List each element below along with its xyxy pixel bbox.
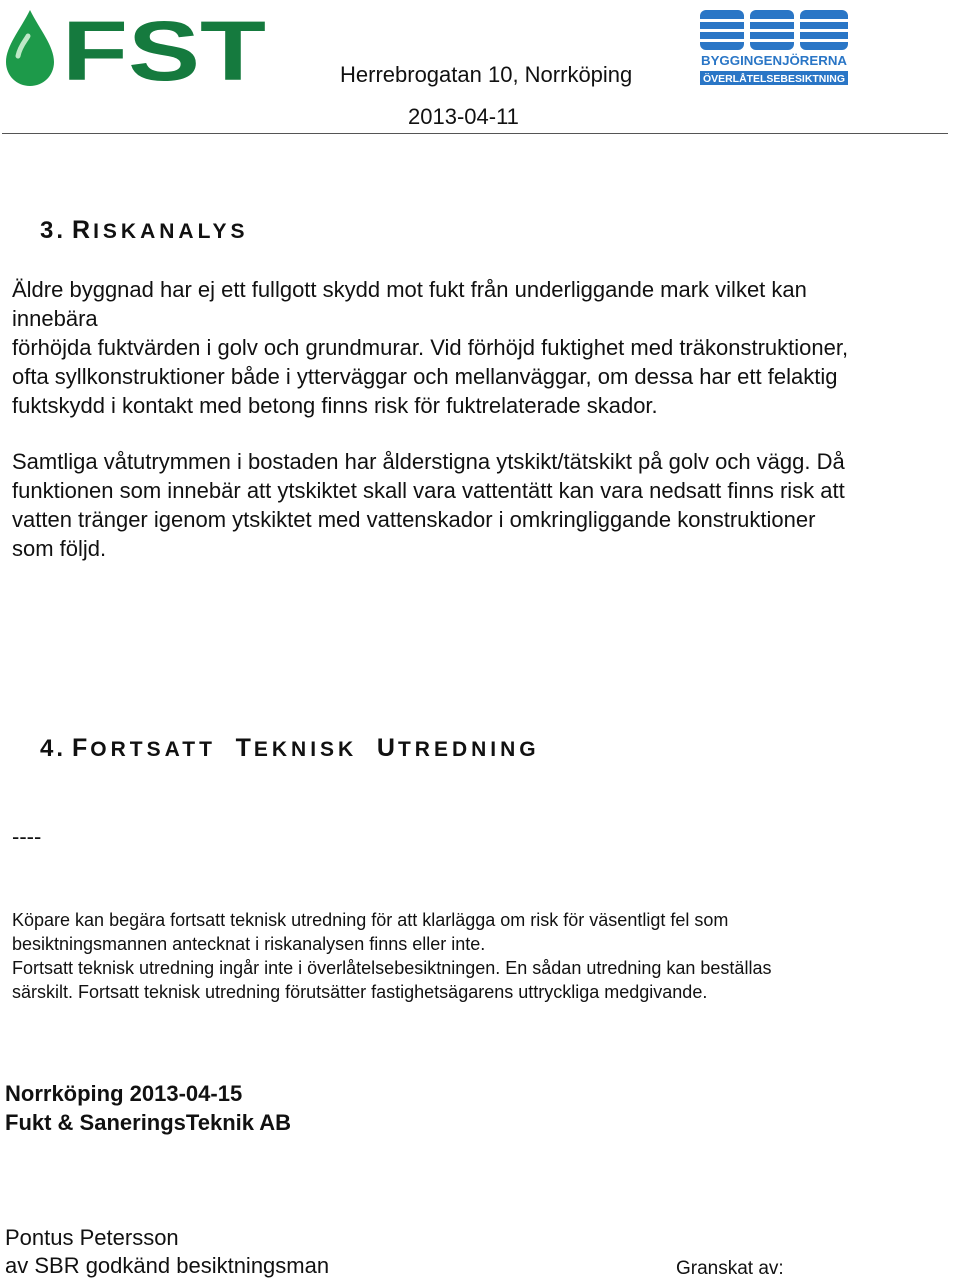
note-line: besiktningsmannen antecknat i riskanalysen finns eller inte. <box>12 934 486 954</box>
paragraph-line: som följd. <box>12 536 107 561</box>
header-date: 2013-04-11 <box>408 104 519 129</box>
paragraph-line: fuktskydd i kontakt med betong finns risk för fuktrelaterade skador. <box>12 393 658 418</box>
note-line: särskilt. Fortsatt teknisk utredning förutsätter fastighetsägarens uttryckliga medgivande. <box>12 982 708 1002</box>
paragraph-line: Äldre byggnad har ej ett fullgott skydd mot fukt från underliggande mark vilket kan <box>12 277 807 302</box>
investigation-note-2 <box>12 956 912 1004</box>
water-drop-icon <box>6 10 54 86</box>
section-4-title-word: TREDNING <box>397 738 540 761</box>
investigation-note-1 <box>12 908 912 956</box>
svg-text:FST: FST <box>62 6 266 86</box>
section-3-title-initial: R <box>72 216 94 244</box>
section-4-title-word: EKNISK <box>253 738 358 761</box>
signature-role: av SBR godkänd besiktningsman <box>5 1253 330 1278</box>
section-4-title-initial: T <box>235 734 254 762</box>
sbr-logo <box>698 8 850 86</box>
header-address: Herrebrogatan 10, Norrköping <box>340 62 633 87</box>
note-line: Fortsatt teknisk utredning ingår inte i överlåtelsebesiktningen. En sådan utredning kan beställas <box>12 958 772 978</box>
signature-company: Fukt & SaneringsTeknik AB <box>5 1110 292 1135</box>
investigation-placeholder: ---- <box>12 824 42 849</box>
risk-paragraph-2 <box>12 447 960 563</box>
signature-place-date: Norrköping 2013-04-15 <box>5 1081 243 1106</box>
paragraph-line: Samtliga våtutrymmen i bostaden har ålderstigna ytskikt/tätskikt på golv och vägg. Då <box>12 449 845 474</box>
paragraph-line: ofta syllkonstruktioner både i ytterväggar och mellanväggar, om dessa har ett felaktig <box>12 364 838 389</box>
paragraph-line: funktionen som innebär att ytskiktet skall vara vattentätt kan vara nedsatt finns risk att <box>12 478 845 503</box>
paragraph-line: innebära <box>12 306 98 331</box>
paragraph-line: förhöjda fuktvärden i golv och grundmurar. Vid förhöjd fuktighet med träkonstruktioner, <box>12 335 849 360</box>
section-4-title-initial: U <box>376 734 398 762</box>
note-line: Köpare kan begära fortsatt teknisk utredning för att klarlägga om risk för väsentligt fel som <box>12 910 729 930</box>
section-3-title-rest: ISKANALYS <box>93 220 249 243</box>
signature-name: Pontus Petersson <box>5 1225 179 1250</box>
fst-logo <box>2 6 270 86</box>
paragraph-line: vatten tränger igenom ytskiktet med vattenskador i omkringliggande konstruktioner <box>12 507 816 532</box>
section-4-heading <box>40 734 540 763</box>
section-3-heading <box>40 216 249 245</box>
section-4-number: 4. <box>40 735 67 762</box>
section-4-title-word: ORTSATT <box>90 738 216 761</box>
header-divider <box>2 133 948 134</box>
risk-paragraph-1 <box>12 275 960 420</box>
section-3-number: 3. <box>40 217 67 244</box>
svg-text:ÖVERLÅTELSEBESIKTNING: ÖVERLÅTELSEBESIKTNING <box>703 73 846 85</box>
section-4-title-initial: F <box>72 734 91 762</box>
svg-text:BYGGINGENJÖRERNA: BYGGINGENJÖRERNA <box>701 53 848 68</box>
reviewed-by-label: Granskat av: <box>676 1258 784 1279</box>
